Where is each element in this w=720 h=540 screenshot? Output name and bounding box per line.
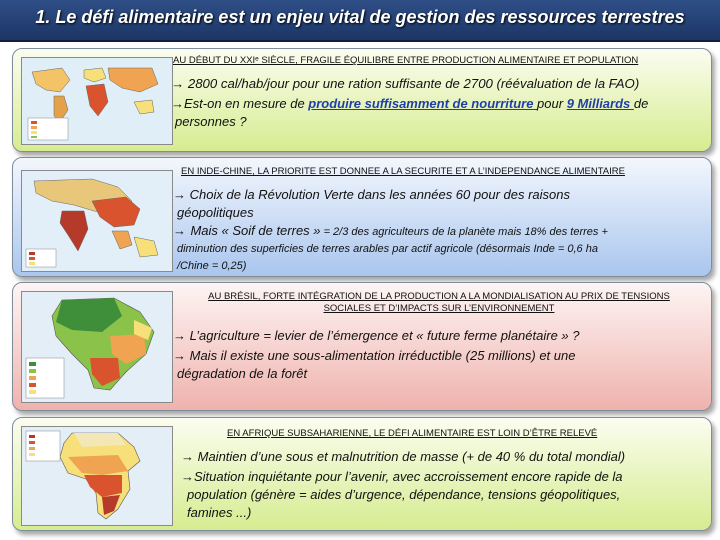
panel-heading: AU DÉBUT DU XXIᵉ SIÈCLE, FRAGILE ÉQUILIBRE ENTRE PRODUCTION ALIMENTAIRE ET POPULATION: [173, 55, 639, 66]
world-food-map: [21, 57, 173, 145]
link-9-billion[interactable]: 9 Milliards: [566, 96, 634, 111]
bullet-text: Choix de la Révolution Verte dans les années 60 pour des raisons: [189, 187, 570, 202]
arrow-icon: →: [171, 76, 185, 91]
bullet-item: [173, 327, 580, 345]
arrow-icon: →: [173, 348, 186, 363]
bullet-item: [173, 186, 570, 204]
panel-heading: EN AFRIQUE SUBSAHARIENNE, LE DÉFI ALIMENTAIRE EST LOIN D’ÊTRE RELEVÉ: [227, 428, 598, 439]
panel-heading: EN INDE-CHINE, LA PRIORITE EST DONNEE A LA SECURITE ET A L’INDEPENDANCE ALIMENTAIRE: [181, 166, 625, 177]
bullet-continuation: famines ...): [187, 505, 252, 520]
panel-heading: AU BRÉSIL, FORTE INTÉGRATION DE LA PRODUCTION A LA MONDIALISATION AU PRIX DE TENSIONS: [208, 291, 670, 302]
arrow-icon: →: [181, 449, 194, 464]
bullet-item: [181, 448, 625, 466]
bullet-text: L’agriculture = levier de l’émergence et « future ferme planétaire » ?: [189, 328, 580, 343]
bullet-continuation: personnes ?: [175, 114, 247, 129]
bullet-item: [171, 75, 639, 93]
bullet-text: Mais « Soif de terres »: [190, 223, 321, 238]
arrow-icon: →: [181, 469, 194, 484]
asia-food-map: [21, 170, 173, 272]
bullet-continuation: /Chine = 0,25): [177, 260, 247, 272]
bullet-continuation: dégradation de la forêt: [177, 366, 308, 381]
panel-india-china: [12, 157, 712, 277]
arrow-icon: →: [173, 328, 186, 343]
bullet-item: [173, 347, 575, 365]
panel-world: [12, 48, 712, 152]
bullet-continuation: géopolitiques: [177, 205, 254, 220]
link-produce-food[interactable]: produire suffisamment de nourriture: [308, 96, 538, 111]
panel-africa: [12, 417, 712, 531]
arrow-icon: →: [173, 223, 186, 238]
bullet-text: Situation inquiétante pour l’avenir, avec accroissement encore rapide de la: [194, 469, 623, 484]
arrow-icon: →: [171, 96, 184, 111]
bullet-text-small: = 2/3 des agriculteurs de la planète mais 18% des terres +: [320, 226, 608, 238]
africa-food-map: [21, 426, 173, 526]
bullet-text: Maintien d’une sous et malnutrition de masse (+ de 40 % du total mondial): [197, 449, 626, 464]
bullet-item: [173, 222, 608, 241]
bullet-item: [171, 95, 648, 113]
slide-title: 1. Le défi alimentaire est un enjeu vital de gestion des ressources terrestres: [35, 7, 685, 27]
bullet-text: 2800 cal/hab/jour pour une ration suffisante de 2700 (réévaluation de la FAO): [187, 76, 640, 91]
bullet-text: pour: [537, 96, 567, 111]
bullet-text: de: [633, 96, 649, 111]
bullet-text: Est-on en mesure de: [184, 96, 309, 111]
panel-heading-cont: SOCIALES ET D’IMPACTS SUR L’ENVIRONNEMENT: [323, 303, 555, 314]
bullet-continuation: population (génère = aides d’urgence, dépendance, tensions géopolitiques,: [187, 487, 621, 502]
panel-brazil: [12, 282, 712, 411]
brazil-agriculture-map: [21, 291, 173, 403]
arrow-icon: →: [173, 187, 186, 202]
bullet-text: Mais il existe une sous-alimentation irréductible (25 millions) et une: [189, 348, 576, 363]
bullet-continuation: diminution des superficies de terres arables par actif agricole (désormais Inde = 0,6 ha: [177, 243, 598, 255]
title-bar: [0, 0, 720, 42]
bullet-item: [181, 468, 623, 486]
